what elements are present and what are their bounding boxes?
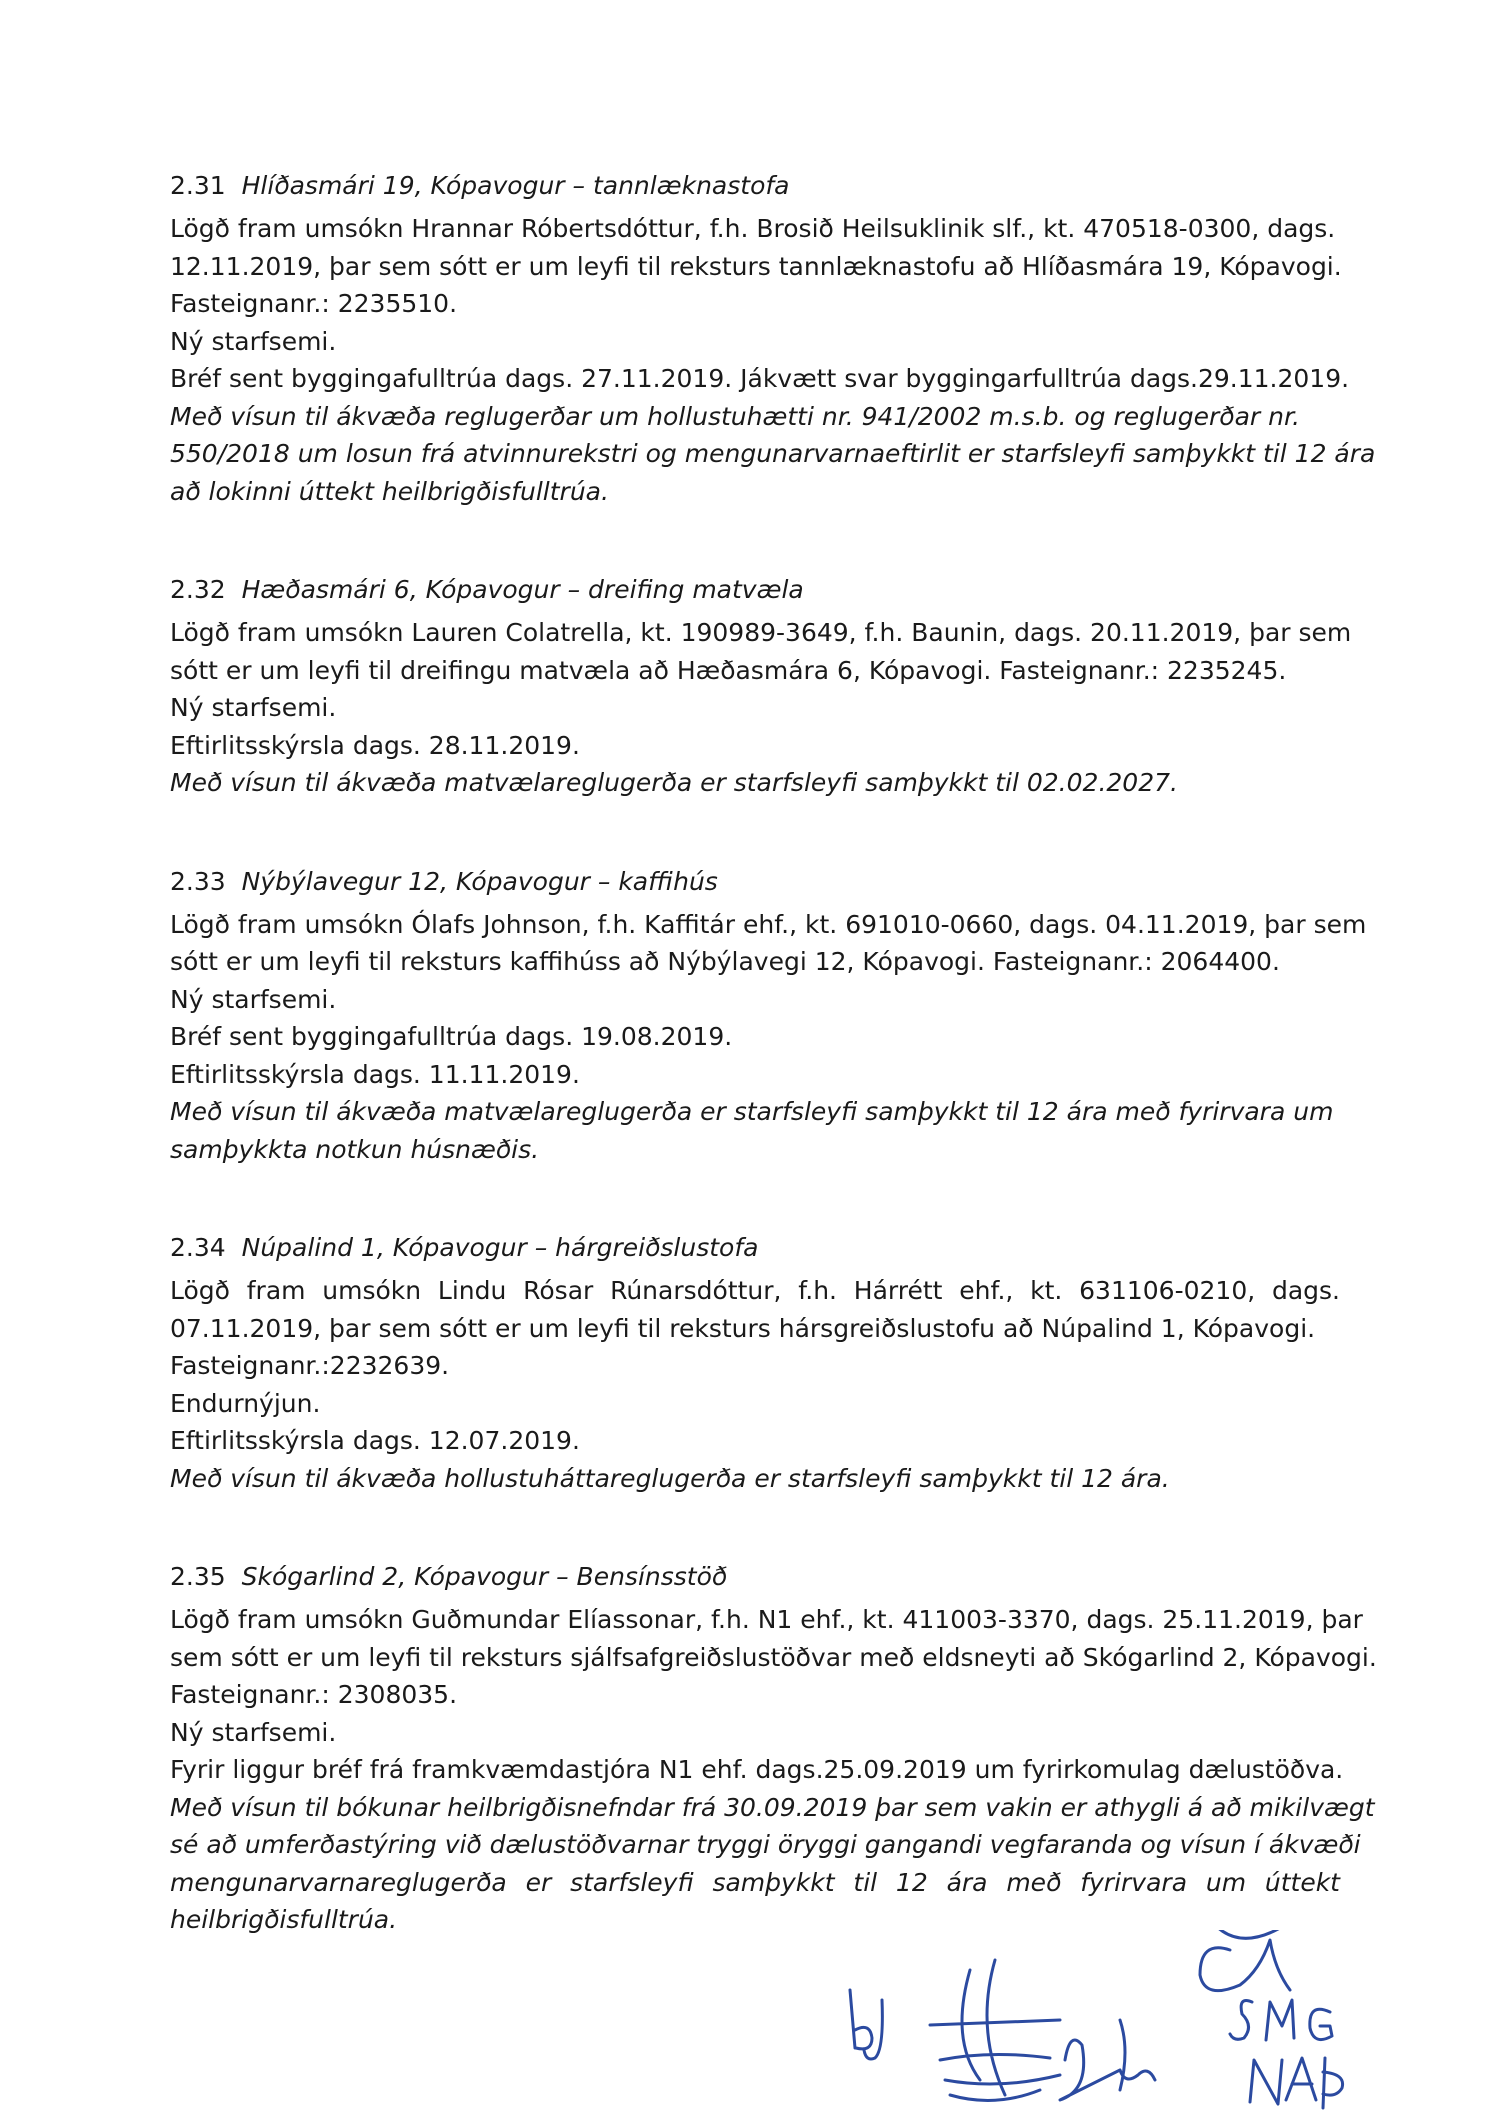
section-heading <box>170 864 1340 900</box>
decision-line: mengunarvarnareglugerða er starfsleyfi samþykkt til 12 ára með fyrirvara um úttekt <box>170 1867 1340 1897</box>
document-page <box>170 168 1377 2001</box>
body-line: Fyrir liggur bréf frá framkvæmdastjóra N1 ehf. dags.25.09.2019 um fyrirkomulag dælustöðva. <box>170 1755 1344 1784</box>
body-line: 12.11.2019, þar sem sótt er um leyfi til reksturs tannlæknastofu að Hlíðasmára 19, Kópavogi. <box>170 251 1342 281</box>
section-number: 2.31 <box>170 171 226 200</box>
section-2-32 <box>170 572 1352 802</box>
signature-initials-nap <box>1250 2058 1343 2108</box>
body-line: Eftirlitsskýrsla dags. 12.07.2019. <box>170 1426 580 1455</box>
section-number: 2.32 <box>170 575 226 604</box>
section-title: Skógarlind 2, Kópavogur – Bensínsstöð <box>241 1562 728 1591</box>
signature-initials-smg <box>1230 2000 1332 2040</box>
body-line: Lögð fram umsókn Hrannar Róbertsdóttur, f.h. Brosið Heilsuklinik slf., kt. 470518-0300, dags. <box>170 214 1336 243</box>
section-number: 2.34 <box>170 1233 226 1262</box>
handwritten-signatures <box>820 1930 1420 2120</box>
section-title: Núpalind 1, Kópavogur – hárgreiðslustofa <box>241 1233 759 1262</box>
section-number: 2.35 <box>170 1562 226 1591</box>
body-line: Ný starfsemi. <box>170 1717 337 1747</box>
body-line: Lögð fram umsókn Lindu Rósar Rúnarsdóttur, f.h. Hárrétt ehf., kt. 631106-0210, dags. <box>170 1276 1340 1305</box>
body-line: Ný starfsemi. <box>170 693 337 722</box>
body-line: Lögð fram umsókn Ólafs Johnson, f.h. Kaffitár ehf., kt. 691010-0660, dags. 04.11.2019, þar sem <box>170 909 1367 939</box>
decision-line: Með vísun til ákvæða reglugerðar um hollustuhætti nr. 941/2002 m.s.b. og reglugerðar nr. <box>170 401 1300 431</box>
body-line: sótt er um leyfi til dreifingu matvæla að Hæðasmára 6, Kópavogi. Fasteignanr.: 2235245. <box>170 655 1287 685</box>
decision-line: Með vísun til bókunar heilbrigðisnefndar frá 30.09.2019 þar sem vakin er athygli á að mikilvægt <box>170 1792 1375 1822</box>
decision-line: heilbrigðisfulltrúa. <box>170 1905 398 1934</box>
decision-line: 550/2018 um losun frá atvinnurekstri og mengunarvarnaeftirlit er starfsleyfi samþykkt til 12 ára <box>170 439 1376 468</box>
signature-mark-4 <box>1200 1930 1290 1991</box>
signature-mark-2 <box>930 1960 1060 2100</box>
signatures-drawing <box>820 1930 1420 2120</box>
body-line: sem sótt er um leyfi til reksturs sjálfsafgreiðslustöðvar með eldsneyti að Skógarlind 2, Kópavogi. <box>170 1642 1377 1672</box>
decision-line: sé að umferðastýring við dælustöðvarnar tryggi öryggi gangandi vegfaranda og vísun í ákvæði <box>170 1830 1361 1859</box>
section-title: Nýbýlavegur 12, Kópavogur – kaffihús <box>241 866 718 896</box>
decision-line: Með vísun til ákvæða matvælareglugerða er starfsleyfi samþykkt til 02.02.2027. <box>170 768 1178 797</box>
signature-mark-3 <box>1060 2020 1155 2100</box>
decision-line: Með vísun til ákvæða matvælareglugerða er starfsleyfi samþykkt til 12 ára með fyrirvara um <box>170 1097 1334 1126</box>
body-line: Ný starfsemi. <box>170 326 337 356</box>
body-line: Lögð fram umsókn Lauren Colatrella, kt. 190989-3649, f.h. Baunin, dags. 20.11.2019, þar sem <box>170 618 1352 647</box>
section-heading <box>170 168 1340 204</box>
section-heading <box>170 1230 1340 1266</box>
section-2-34 <box>170 1230 1340 1497</box>
section-2-35 <box>170 1559 1377 1939</box>
section-2-31 <box>170 168 1376 510</box>
section-2-33 <box>170 864 1367 1169</box>
decision-line: samþykkta notkun húsnæðis. <box>170 1134 540 1164</box>
body-line: Ný starfsemi. <box>170 984 337 1014</box>
decision-line: Með vísun til ákvæða hollustuháttareglugerða er starfsleyfi samþykkt til 12 ára. <box>170 1463 1170 1493</box>
body-line: Eftirlitsskýrsla dags. 11.11.2019. <box>170 1059 580 1089</box>
body-line: Fasteignanr.: 2308035. <box>170 1680 458 1709</box>
body-line: Bréf sent byggingafulltrúa dags. 27.11.2019. Jákvætt svar byggingarfulltrúa dags.29.11.2019. <box>170 364 1350 393</box>
body-line: Bréf sent byggingafulltrúa dags. 19.08.2019. <box>170 1022 733 1051</box>
section-number: 2.33 <box>170 866 226 896</box>
body-line: Fasteignanr.:2232639. <box>170 1351 450 1380</box>
decision-line: að lokinni úttekt heilbrigðisfulltrúa. <box>170 476 609 506</box>
body-line: Fasteignanr.: 2235510. <box>170 289 458 318</box>
body-line: Eftirlitsskýrsla dags. 28.11.2019. <box>170 730 580 760</box>
body-line: Lögð fram umsókn Guðmundar Elíassonar, f.h. N1 ehf., kt. 411003-3370, dags. 25.11.2019, þar <box>170 1605 1363 1634</box>
signature-mark-1 <box>850 1990 882 2059</box>
section-title: Hæðasmári 6, Kópavogur – dreifing matvæla <box>241 575 804 604</box>
body-line: 07.11.2019, þar sem sótt er um leyfi til reksturs hársgreiðslustofu að Núpalind 1, Kópavogi. <box>170 1313 1316 1343</box>
body-line: Endurnýjun. <box>170 1388 321 1418</box>
section-title: Hlíðasmári 19, Kópavogur – tannlæknastofa <box>241 171 790 200</box>
body-line: sótt er um leyfi til reksturs kaffihúss að Nýbýlavegi 12, Kópavogi. Fasteignanr.: 2064400. <box>170 947 1280 976</box>
section-heading <box>170 1559 1340 1595</box>
section-heading <box>170 572 1340 608</box>
